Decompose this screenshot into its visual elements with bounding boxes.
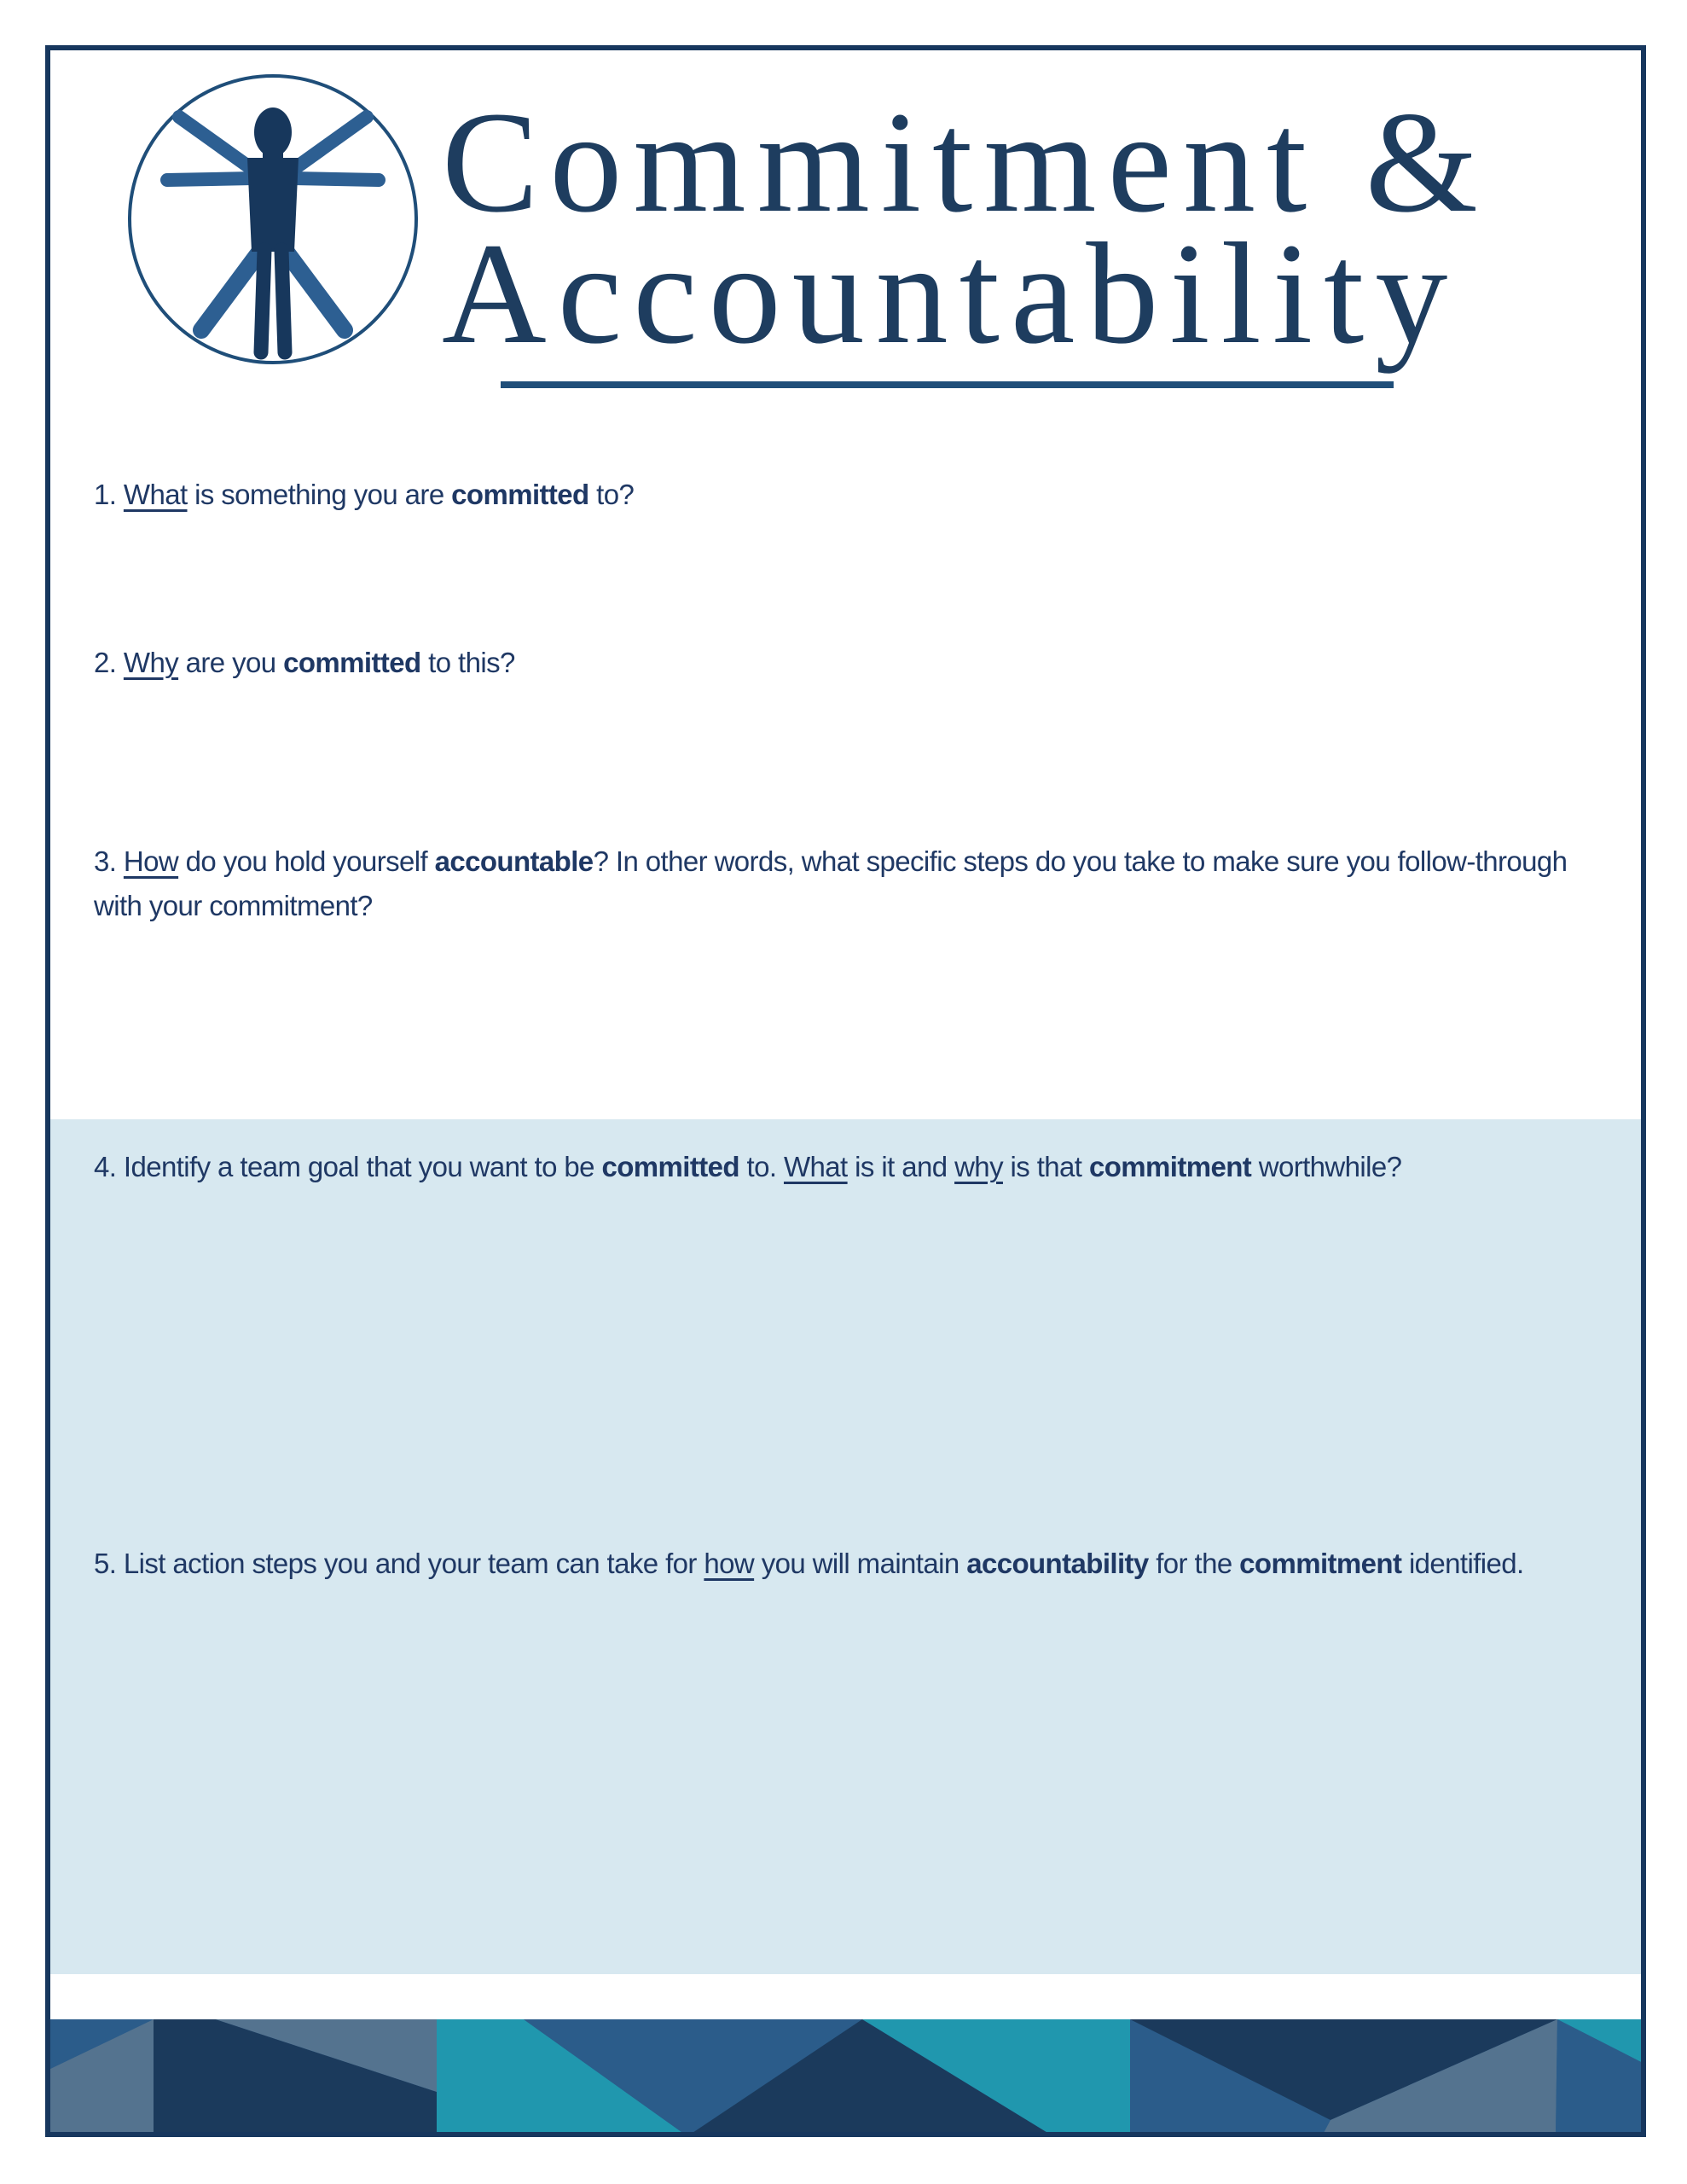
question-4 — [94, 1145, 1655, 1189]
title-line-2: Accountability — [442, 213, 1459, 374]
question-text-segment: are you — [178, 647, 284, 678]
question-text-segment: do you hold yourself — [178, 845, 435, 877]
question-2 — [94, 641, 1655, 685]
question-text-segment: 5. List action steps you and your team can take for — [94, 1548, 704, 1579]
question-text-segment: is that — [1002, 1151, 1089, 1182]
page-title — [442, 82, 1489, 374]
title-underline — [501, 381, 1394, 388]
question-text-segment: commitment — [1088, 1151, 1252, 1182]
question-text-segment: identified. — [1401, 1548, 1524, 1579]
question-text-segment: ? In other words, what specific steps do you take to make sure you follow-through — [593, 845, 1568, 877]
question-text-segment: you will maintain — [754, 1548, 967, 1579]
question-text-segment: Why — [123, 647, 179, 678]
question-text-segment: worthwhile? — [1251, 1151, 1402, 1182]
vitruvian-man-logo — [126, 73, 420, 366]
question-text-segment: 1. — [94, 479, 124, 510]
question-text-segment: commitment — [1239, 1548, 1402, 1579]
question-text-segment: to? — [588, 479, 635, 510]
question-text-segment: for the — [1148, 1548, 1240, 1579]
footer-pattern — [47, 2019, 1646, 2136]
question-text-segment: What — [783, 1151, 848, 1182]
question-text-segment: 3. — [94, 845, 124, 877]
question-5 — [94, 1542, 1655, 1586]
question-text-segment: What — [123, 479, 188, 510]
question-text-segment: to this? — [420, 647, 515, 678]
question-text-segment: committed — [601, 1151, 739, 1182]
question-text-segment: committed — [283, 647, 421, 678]
question-text-segment: How — [123, 845, 179, 877]
logo-figure-body — [247, 107, 299, 352]
question-text-segment: accountability — [966, 1548, 1149, 1579]
question-text-segment: to. — [739, 1151, 784, 1182]
question-text-segment: 2. — [94, 647, 124, 678]
question-3 — [94, 839, 1655, 928]
question-1 — [94, 473, 1655, 517]
question-text-segment: how — [704, 1548, 755, 1579]
title-line-1: Commitment & — [442, 82, 1489, 242]
question-text-segment: is it and — [847, 1151, 955, 1182]
question-text-segment: committed — [451, 479, 589, 510]
question-text-segment: with your commitment? — [94, 890, 373, 921]
question-text-segment: why — [954, 1151, 1003, 1182]
question-text-segment: is something you are — [187, 479, 452, 510]
question-text-segment: 4. Identify a team goal that you want to be — [94, 1151, 602, 1182]
question-text-segment: accountable — [434, 845, 594, 877]
